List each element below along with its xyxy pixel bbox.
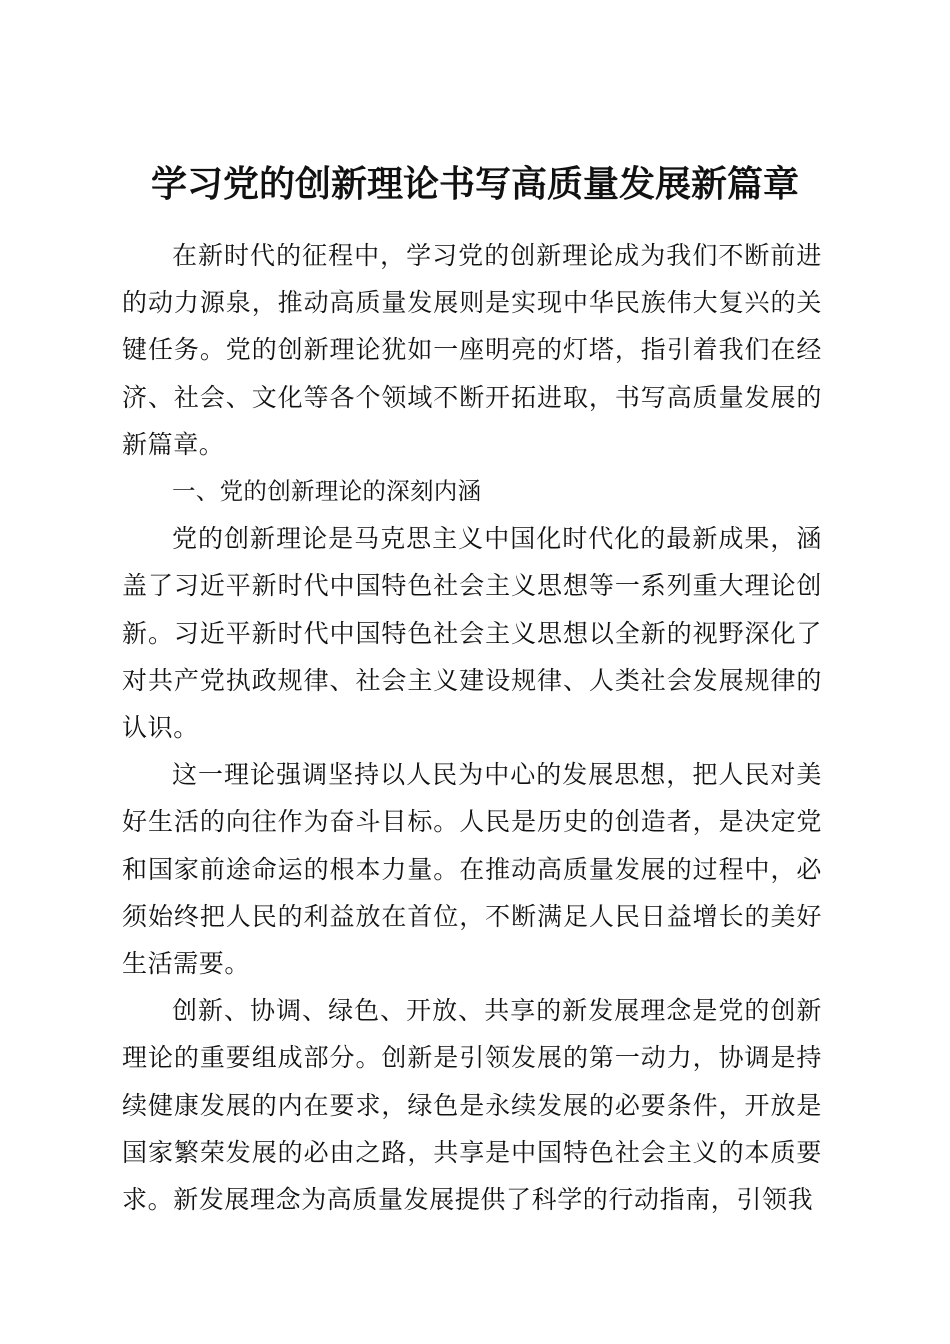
body-paragraph: 创新、协调、绿色、开放、共享的新发展理念是党的创新理论的重要组成部分。创新是引领发展的第一动力，协调是持续健康发展的内在要求，绿色是永续发展的必要条件，开放是国家繁荣发展的必由之路，共享是中国特色社会主义的本质要求。新发展理念为高质量发展提供了科学的行动指南，引领我 bbox=[122, 996, 822, 1215]
section-heading: 一、党的创新理论的深刻内涵 bbox=[172, 477, 482, 506]
body-paragraph: 这一理论强调坚持以人民为中心的发展思想，把人民对美好生活的向往作为奋斗目标。人民是历史的创造者，是决定党和国家前途命运的根本力量。在推动高质量发展的过程中，必须始终把人民的利益放在首位，不断满足人民日益增长的美好生活需要。 bbox=[122, 760, 822, 979]
intro-paragraph: 在新时代的征程中，学习党的创新理论成为我们不断前进的动力源泉，推动高质量发展则是实现中华民族伟大复兴的关键任务。党的创新理论犹如一座明亮的灯塔，指引着我们在经济、社会、文化等各个领域不断开拓进取，书写高质量发展的新篇章。 bbox=[122, 241, 822, 459]
document-title: 学习党的创新理论书写高质量发展新篇章 bbox=[150, 163, 799, 206]
document-body bbox=[122, 232, 822, 1223]
body-paragraph: 党的创新理论是马克思主义中国化时代化的最新成果，涵盖了习近平新时代中国特色社会主义思想等一系列重大理论创新。习近平新时代中国特色社会主义思想以全新的视野深化了对共产党执政规律、社会主义建设规律、人类社会发展规律的认识。 bbox=[122, 524, 822, 743]
